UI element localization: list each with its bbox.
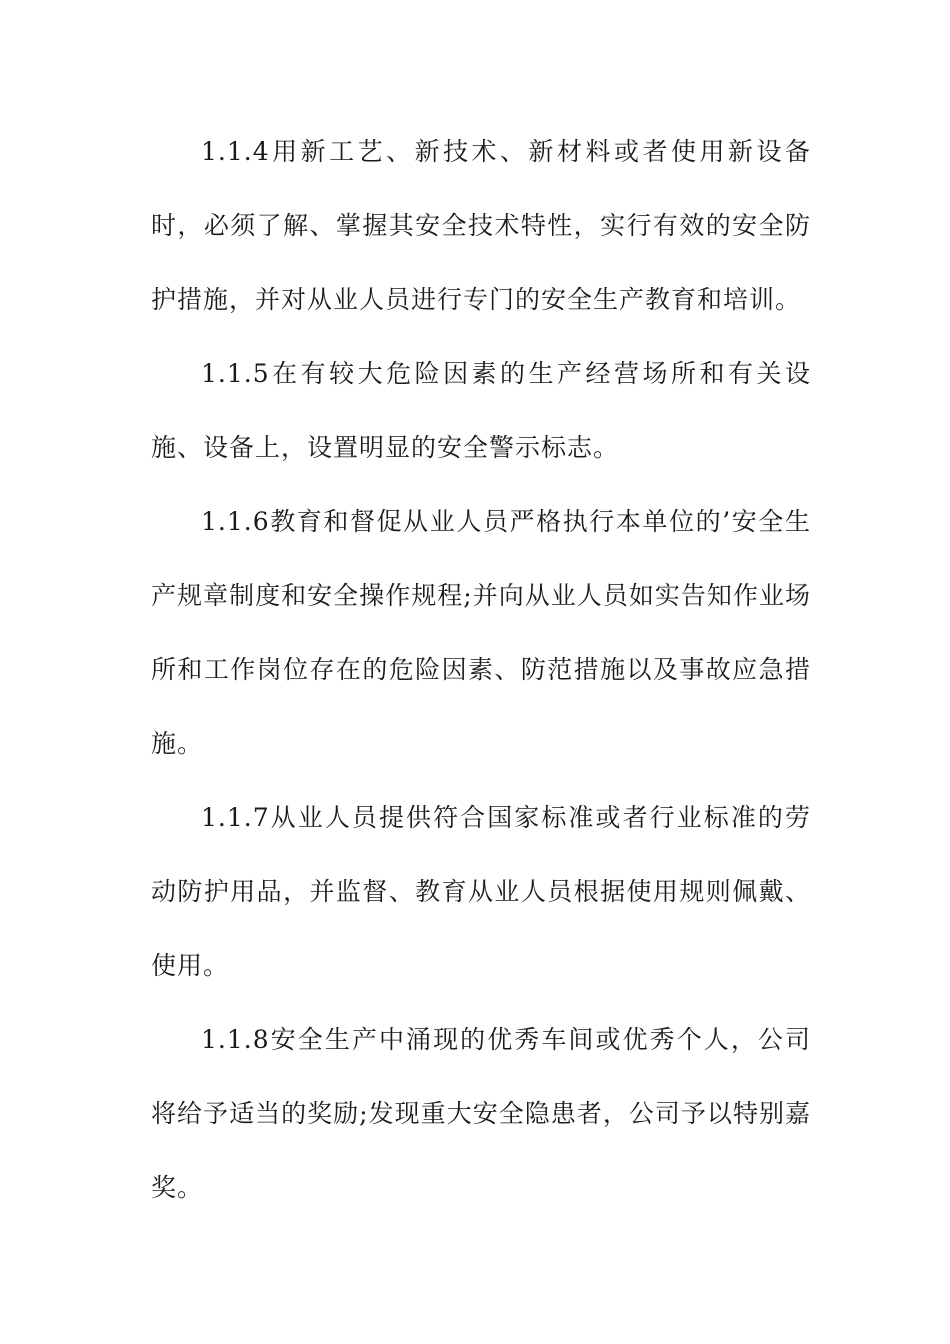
paragraph-1-1-5: 1.1.5在有较大危险因素的生产经营场所和有关设施、设备上，设置明显的安全警示标志。 — [151, 359, 811, 462]
paragraph-1-1-4: 1.1.4用新工艺、新技术、新材料或者使用新设备时，必须了解、掌握其安全技术特性，实行有效的安全防护措施，并对从业人员进行专门的安全生产教育和培训。 — [151, 137, 811, 314]
paragraph-1-1-7: 1.1.7从业人员提供符合国家标准或者行业标准的劳动防护用品，并监督、教育从业人员根据使用规则佩戴、使用。 — [151, 803, 811, 980]
document-body — [151, 115, 811, 1225]
paragraph-1-1-6: 1.1.6教育和督促从业人员严格执行本单位的’安全生产规章制度和安全操作规程;并向从业人员如实告知作业场所和工作岗位存在的危险因素、防范措施以及事故应急措施。 — [151, 507, 811, 758]
paragraph-1-1-8: 1.1.8安全生产中涌现的优秀车间或优秀个人，公司将给予适当的奖励;发现重大安全隐患者，公司予以特别嘉奖。 — [151, 1025, 811, 1202]
